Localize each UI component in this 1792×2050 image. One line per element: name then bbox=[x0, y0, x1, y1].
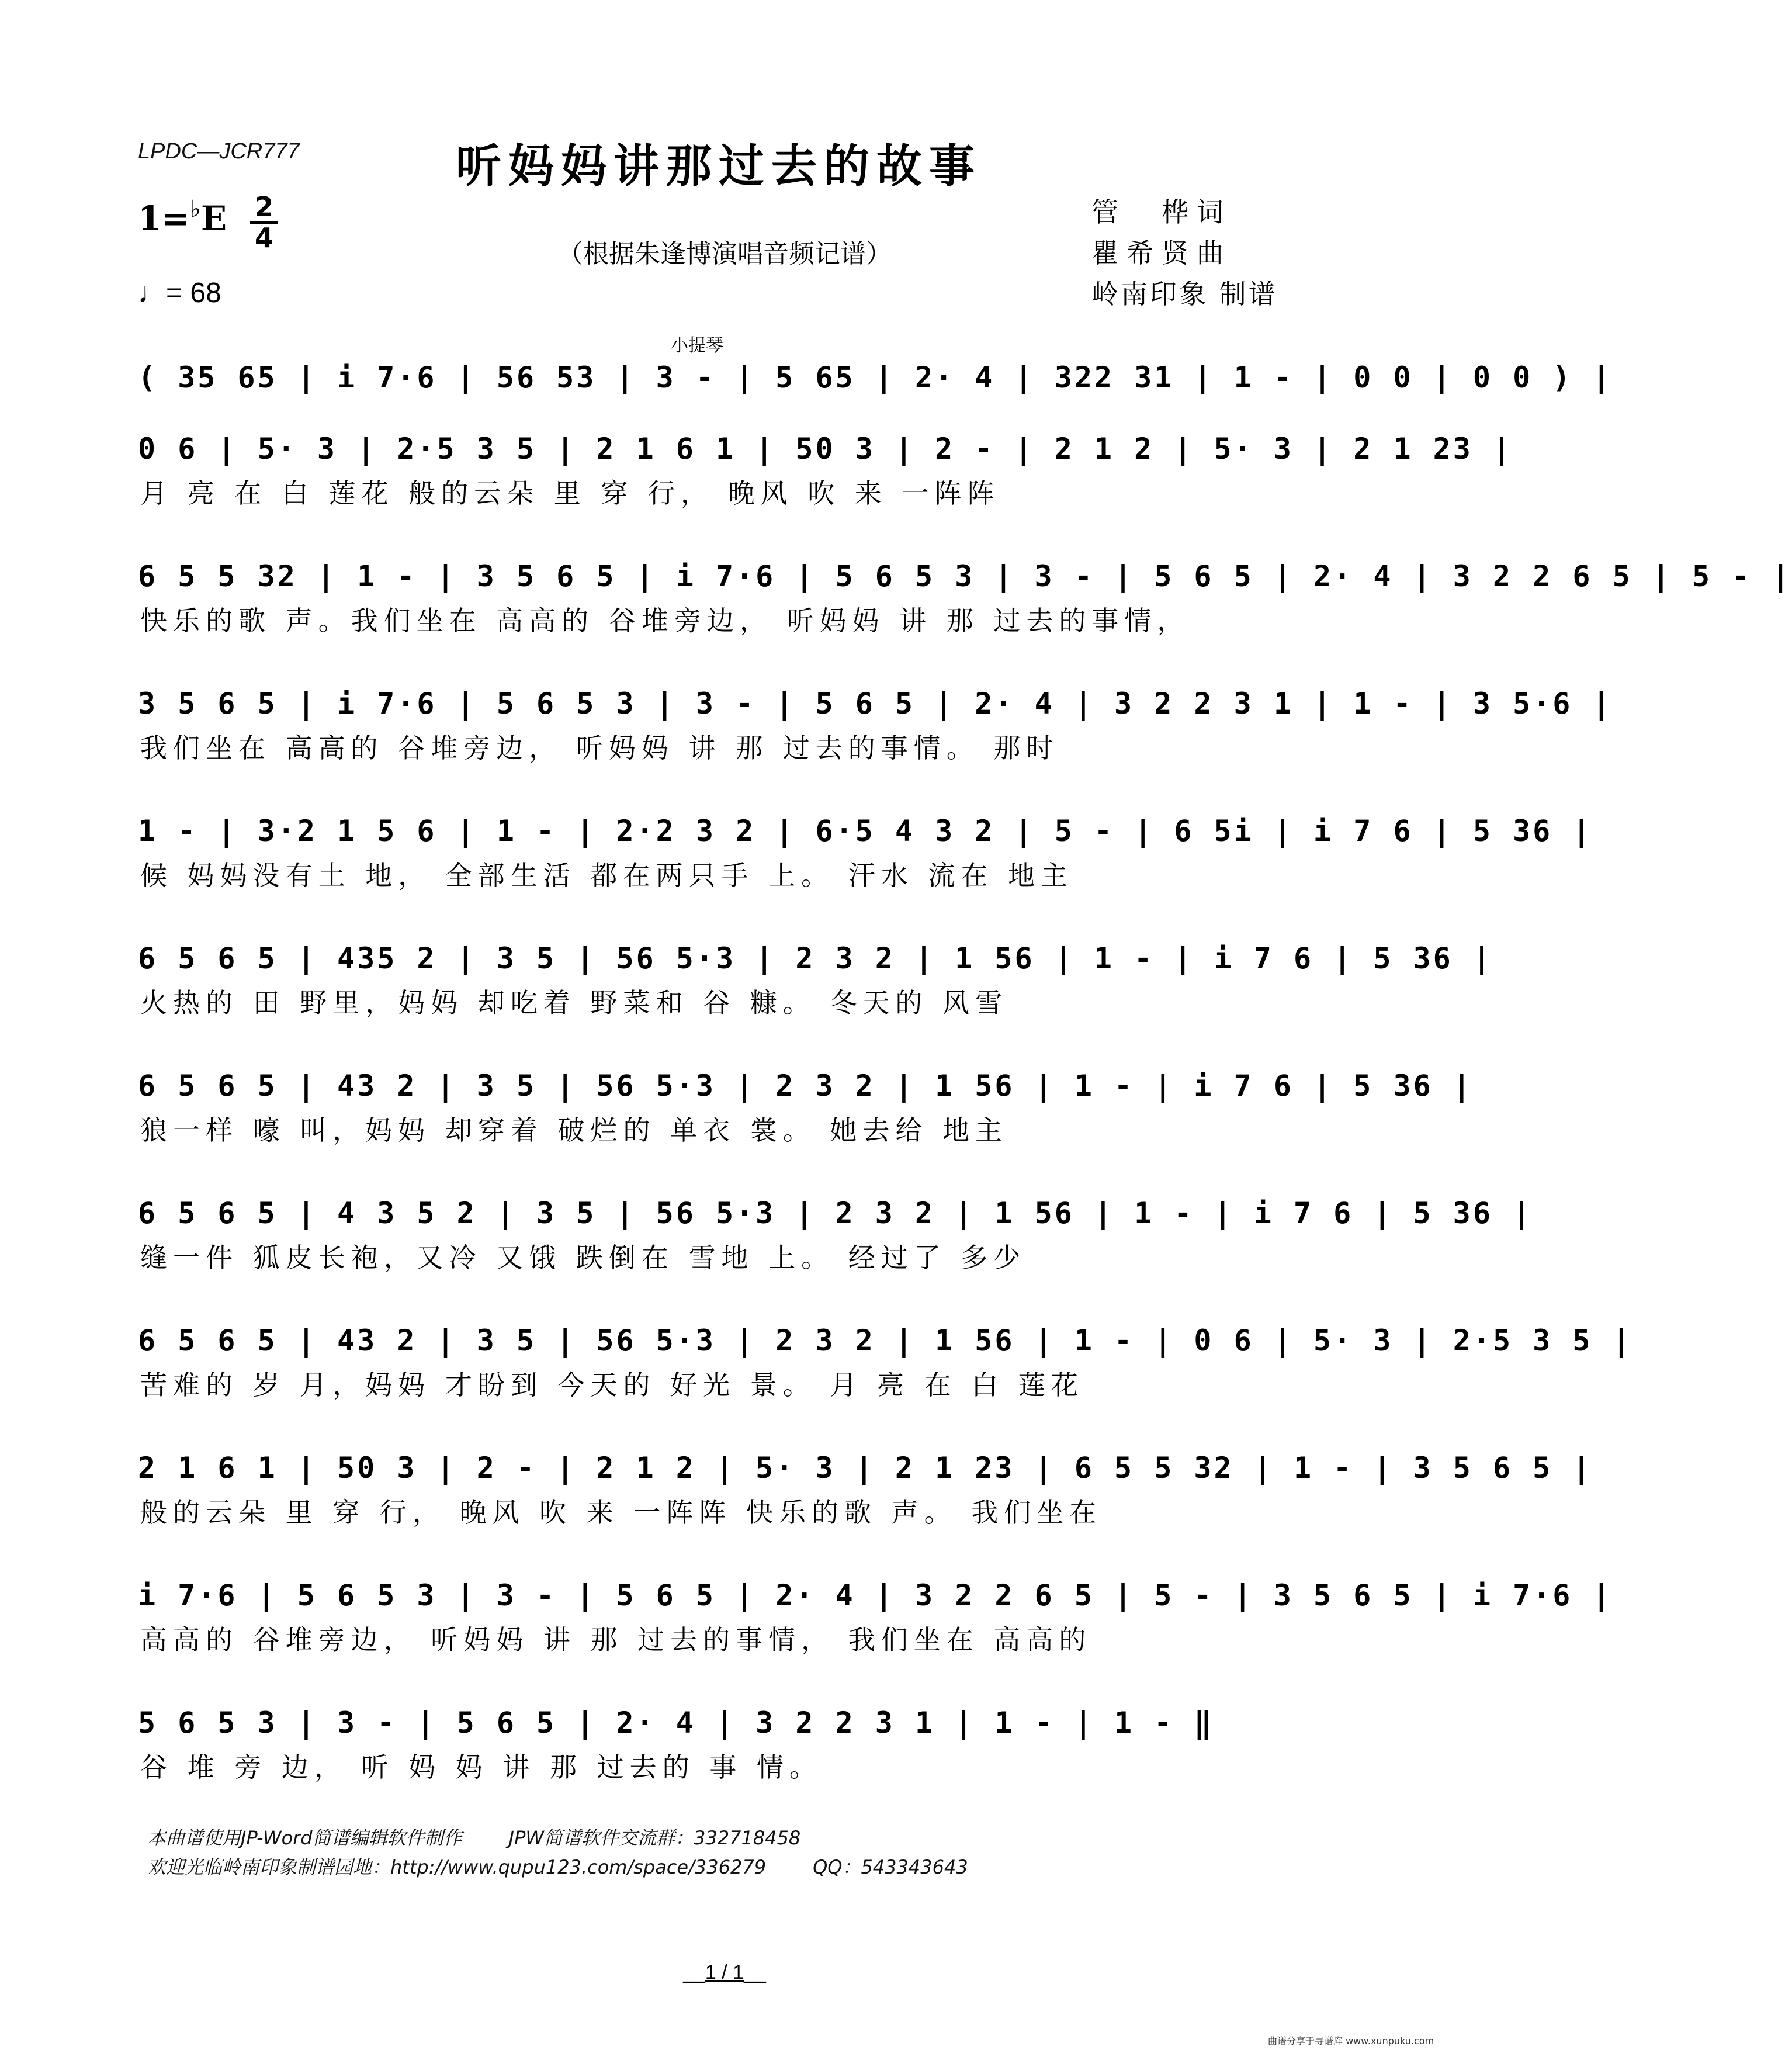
lyric-line: 苦难的 岁 月，妈妈 才盼到 今天的 好光 景。 月 亮 在 白 莲花 bbox=[140, 1369, 1084, 1401]
score-body bbox=[138, 351, 1792, 1823]
lyric-line: 候 妈妈没有土 地， 全部生活 都在两只手 上。 汗水 流在 地主 bbox=[140, 860, 1073, 891]
page-number: __1 / 1__ bbox=[683, 1961, 766, 1983]
flat-sign: ♭ bbox=[189, 195, 201, 223]
notation-line: ( 35 65 | i 7·6 | 56 53 | 3 - | 5 65 | 2· 4 | 322 31 | 1 - | 0 0 | 0 0 ) | bbox=[138, 361, 1613, 394]
notation-line: 6 5 5 32 | 1 - | 3 5 6 5 | i 7·6 | 5 6 5 3 | 3 - | 5 6 5 | 2· 4 | 3 2 2 6 5 | 5 - | bbox=[138, 559, 1792, 593]
key-signature bbox=[138, 195, 227, 238]
notation-line: 6 5 6 5 | 435 2 | 3 5 | 56 5·3 | 2 3 2 | 1 56 | 1 - | i 7 6 | 5 36 | bbox=[138, 941, 1493, 975]
page-title: 听妈妈讲那过去的故事 bbox=[455, 140, 982, 193]
lyric-line: 高高的 谷堆旁边， 听妈妈 讲 那 过去的事情， 我们坐在 高高的 bbox=[140, 1624, 1092, 1656]
notation-line: 0 6 | 5· 3 | 2·5 3 5 | 2 1 6 1 | 50 3 | 2 - | 2 1 2 | 5· 3 | 2 1 23 | bbox=[138, 432, 1513, 466]
notation-line: 2 1 6 1 | 50 3 | 2 - | 2 1 2 | 5· 3 | 2 1 23 | 6 5 5 32 | 1 - | 3 5 6 5 | bbox=[138, 1451, 1593, 1485]
lyric-line: 狼一样 嚎 叫，妈妈 却穿着 破烂的 单衣 裳。 她去给 地主 bbox=[140, 1114, 1008, 1146]
notation-line: 6 5 6 5 | 4 3 5 2 | 3 5 | 56 5·3 | 2 3 2 | 1 56 | 1 - | i 7 6 | 5 36 | bbox=[138, 1196, 1533, 1230]
watermark: 曲谱分享于寻谱库 www.xunpuku.com bbox=[1268, 2035, 1434, 2046]
lyric-line bbox=[138, 404, 1318, 422]
footer bbox=[147, 1823, 968, 1882]
time-signature bbox=[250, 191, 278, 254]
intro-instrument-label: 小提琴 bbox=[671, 335, 723, 356]
score-code: LPDC—JCR777 bbox=[138, 139, 300, 164]
notation-line: 1 - | 3·2 1 5 6 | 1 - | 2·2 3 2 | 6·5 4 3 2 | 5 - | 6 5i | i 7 6 | 5 36 | bbox=[138, 814, 1593, 848]
key-note: E bbox=[200, 199, 227, 238]
lyric-line: 般的云朵 里 穿 行， 晚风 吹 来 一阵阵 快乐的歌 声。 我们坐在 bbox=[140, 1497, 1103, 1528]
tempo-mark: ♩= 68 bbox=[138, 278, 221, 309]
lyric-line: 缝一件 狐皮长袍，又冷 又饿 跌倒在 雪地 上。 经过了 多少 bbox=[140, 1242, 1027, 1273]
footer-group: JPW简谱软件交流群：332718458 bbox=[508, 1827, 801, 1849]
credits bbox=[1091, 192, 1278, 314]
arranger: 岭南印象 制谱 bbox=[1091, 278, 1278, 310]
footer-qq: QQ：543343643 bbox=[813, 1856, 968, 1878]
composer: 瞿希贤曲 bbox=[1091, 237, 1232, 269]
time-bottom: 4 bbox=[254, 222, 273, 254]
lyric-line: 快乐的歌 声。我们坐在 高高的 谷堆旁边， 听妈妈 讲 那 过去的事情， bbox=[140, 605, 1190, 636]
page-subtitle: （根据朱逢博演唱音频记谱） bbox=[557, 239, 892, 269]
key-prefix: 1= bbox=[138, 199, 190, 238]
notation-line: 6 5 6 5 | 43 2 | 3 5 | 56 5·3 | 2 3 2 | 1 56 | 1 - | i 7 6 | 5 36 | bbox=[138, 1069, 1473, 1103]
lyric-line: 火热的 田 野里，妈妈 却吃着 野菜和 谷 糠。 冬天的 风雪 bbox=[140, 987, 1008, 1019]
footer-website: 欢迎光临岭南印象制谱园地：http://www.qupu123.com/space/336279 bbox=[147, 1856, 767, 1878]
notation-line: 6 5 6 5 | 43 2 | 3 5 | 56 5·3 | 2 3 2 | 1 56 | 1 - | 0 6 | 5· 3 | 2·5 3 5 | bbox=[138, 1324, 1632, 1358]
lyric-line: 月 亮 在 白 莲花 般的云朵 里 穿 行， 晚风 吹 来 一阵阵 bbox=[140, 477, 1000, 509]
footer-software: 本曲谱使用JP-Word简谱编辑软件制作 bbox=[147, 1827, 462, 1849]
time-top: 2 bbox=[254, 191, 273, 223]
notation-line: 5 6 5 3 | 3 - | 5 6 5 | 2· 4 | 3 2 2 3 1 | 1 - | 1 - ‖ bbox=[138, 1706, 1214, 1740]
lyric-line: 谷 堆 旁 边， 听 妈 妈 讲 那 过去的 事 情。 bbox=[140, 1751, 822, 1783]
notation-line: i 7·6 | 5 6 5 3 | 3 - | 5 6 5 | 2· 4 | 3 2 2 6 5 | 5 - | 3 5 6 5 | i 7·6 | bbox=[138, 1578, 1613, 1612]
lyric-line: 我们坐在 高高的 谷堆旁边， 听妈妈 讲 那 过去的事情。 那时 bbox=[140, 732, 1059, 764]
notation-line: 3 5 6 5 | i 7·6 | 5 6 5 3 | 3 - | 5 6 5 | 2· 4 | 3 2 2 3 1 | 1 - | 3 5·6 | bbox=[138, 687, 1613, 721]
lyricist: 管 桦词 bbox=[1091, 196, 1232, 228]
